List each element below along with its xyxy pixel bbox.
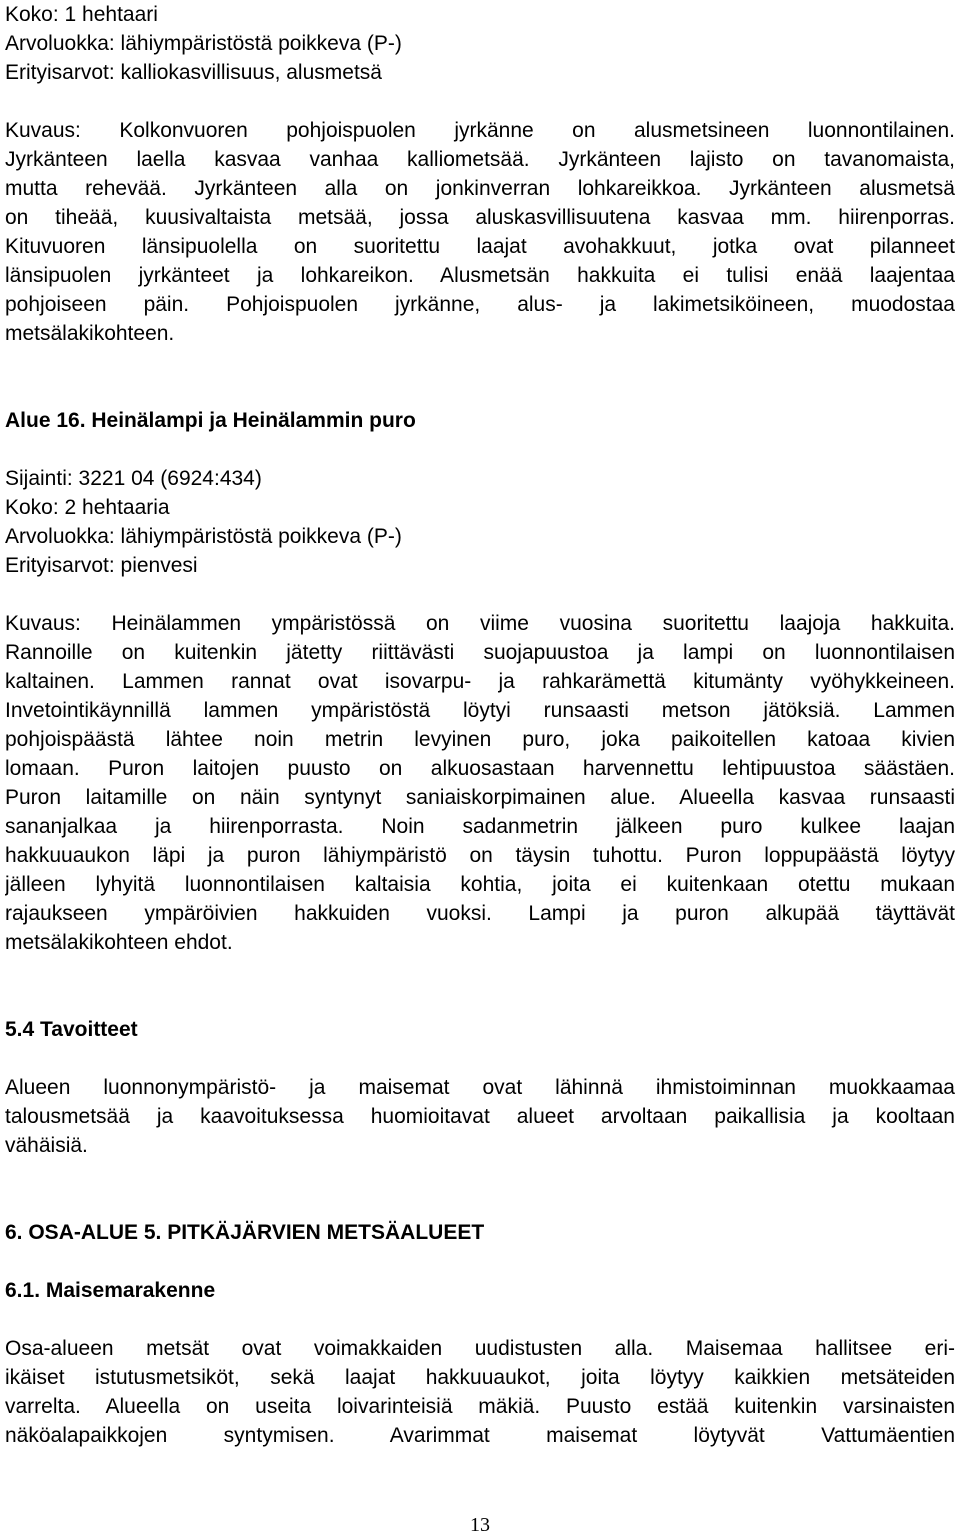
spacer [5,580,955,609]
paragraph-line: ikäiset istutusmetsiköt, sekä laajat hakkuuaukot, joita löytyy kaikkien metsäteiden [5,1366,955,1389]
paragraph-line: Osa-alueen metsät ovat voimakkaiden uudistusten alla. Maisemaa hallitsee eri- [5,1337,955,1360]
paragraph-line: Invetointikäynnillä lammen ympäristöstä löytyi runsaasti metson jätöksiä. Lammen [5,699,955,722]
size-line: Koko: 1 hehtaari [5,3,158,26]
spacer [5,1044,955,1073]
paragraph-line: pohjoiseen päin. Pohjoispuolen jyrkänne, alus- ja lakimetsiköineen, muodostaa [5,293,955,316]
area-16-heading: Alue 16. Heinälampi ja Heinälammin puro [5,409,416,432]
paragraph-line: varrelta. Alueella on useita loivarinteisiä mäkiä. Puusto estää kuitenkin varsinaisten [5,1395,955,1418]
paragraph-line: Alueen luonnonympäristö- ja maisemat ovat lähinnä ihmistoiminnan muokkaamaa [5,1076,955,1099]
spacer [5,1247,955,1276]
paragraph-line: metsälakikohteen ehdot. [5,931,233,954]
location-line: Sijainti: 3221 04 (6924:434) [5,467,262,490]
spacer [5,986,955,1015]
special-values-line: Erityisarvot: kalliokasvillisuus, alusmetsä [5,61,382,84]
description-paragraph [5,116,955,348]
section-6-heading: 6. OSA-ALUE 5. PITKÄJÄRVIEN METSÄALUEET [5,1221,485,1244]
spacer [5,377,955,406]
value-class-line: Arvoluokka: lähiympäristöstä poikkeva (P-) [5,32,402,55]
paragraph-line: talousmetsää ja kaavoituksessa huomioitavat alueet arvoltaan paikallisia ja kooltaan [5,1105,955,1128]
spacer [5,348,955,377]
paragraph-line: on tiheää, kuusivaltaista metsää, jossa aluskasvillisuutena kasvaa mm. hiirenporras. [5,206,955,229]
document-page [5,0,955,1450]
paragraph-line: Kuvaus: Heinälammen ympäristössä on viime vuosina suoritettu laajoja hakkuita. [5,612,955,635]
spacer [5,87,955,116]
paragraph-line: rajaukseen ympäröivien hakkuiden vuoksi. Lampi ja puron alkupää täyttävät [5,902,955,925]
special-values-line: Erityisarvot: pienvesi [5,554,198,577]
paragraph-line: Kituvuoren länsipuolella on suoritettu laajat avohakkuut, jotka ovat pilanneet [5,235,955,258]
paragraph-line: näköalapaikkojen syntymisen. Avarimmat maisemat löytyvät Vattumäentien [5,1424,955,1447]
paragraph-line: lomaan. Puron laitojen puusto on alkuosastaan harvennettu lehtipuustoa säästäen. [5,757,955,780]
paragraph-line: jälleen lyhyitä luonnontilaisen kaltaisia kohtia, joita ei kuitenkaan otettu mukaan [5,873,955,896]
page-number: 13 [470,1514,490,1536]
paragraph-line: pohjoispäästä lähtee noin metrin levyinen puro, joka paikoitellen katoaa kivien [5,728,955,751]
paragraph-line: sananjalkaa ja hiirenporrasta. Noin sadanmetrin jälkeen puro kulkee laajan [5,815,955,838]
paragraph-line: Puron laitamille on näin syntynyt saniaiskorpimainen alue. Alueella kasvaa runsaasti [5,786,955,809]
paragraph-line: vähäisiä. [5,1134,88,1157]
section-6-1-heading: 6.1. Maisemarakenne [5,1279,216,1302]
size-line: Koko: 2 hehtaaria [5,496,170,519]
spacer [5,1189,955,1218]
spacer [5,435,955,464]
paragraph-line: metsälakikohteen. [5,322,175,345]
value-class-line: Arvoluokka: lähiympäristöstä poikkeva (P-) [5,525,402,548]
spacer [5,1305,955,1334]
paragraph-line: Rannoille on kuitenkin jätetty riittävästi suojapuustoa ja lampi on luonnontilaisen [5,641,955,664]
paragraph-line: kaltainen. Lammen rannat ovat isovarpu- ja rahkarämettä kitumänty vyöhykkeineen. [5,670,955,693]
section-6-1-paragraph [5,1334,955,1450]
section-5-4-paragraph [5,1073,955,1160]
paragraph-line: hakkuuaukon läpi ja puron lähiympäristö on täysin tuhottu. Puron loppupäästä löytyy [5,844,955,867]
paragraph-line: mutta rehevää. Jyrkänteen alla on jonkinverran lohkareikkoa. Jyrkänteen alusmetsä [5,177,955,200]
spacer [5,1160,955,1189]
description-paragraph [5,609,955,957]
paragraph-line: Jyrkänteen laella kasvaa vanhaa kalliometsää. Jyrkänteen lajisto on tavanomaista, [5,148,955,171]
paragraph-line: länsipuolen jyrkänteet ja lohkareikon. Alusmetsän hakkuita ei tulisi enää laajentaa [5,264,955,287]
paragraph-line: Kuvaus: Kolkonvuoren pohjoispuolen jyrkänne on alusmetsineen luonnontilainen. [5,119,955,142]
spacer [5,957,955,986]
section-5-4-heading: 5.4 Tavoitteet [5,1018,138,1041]
